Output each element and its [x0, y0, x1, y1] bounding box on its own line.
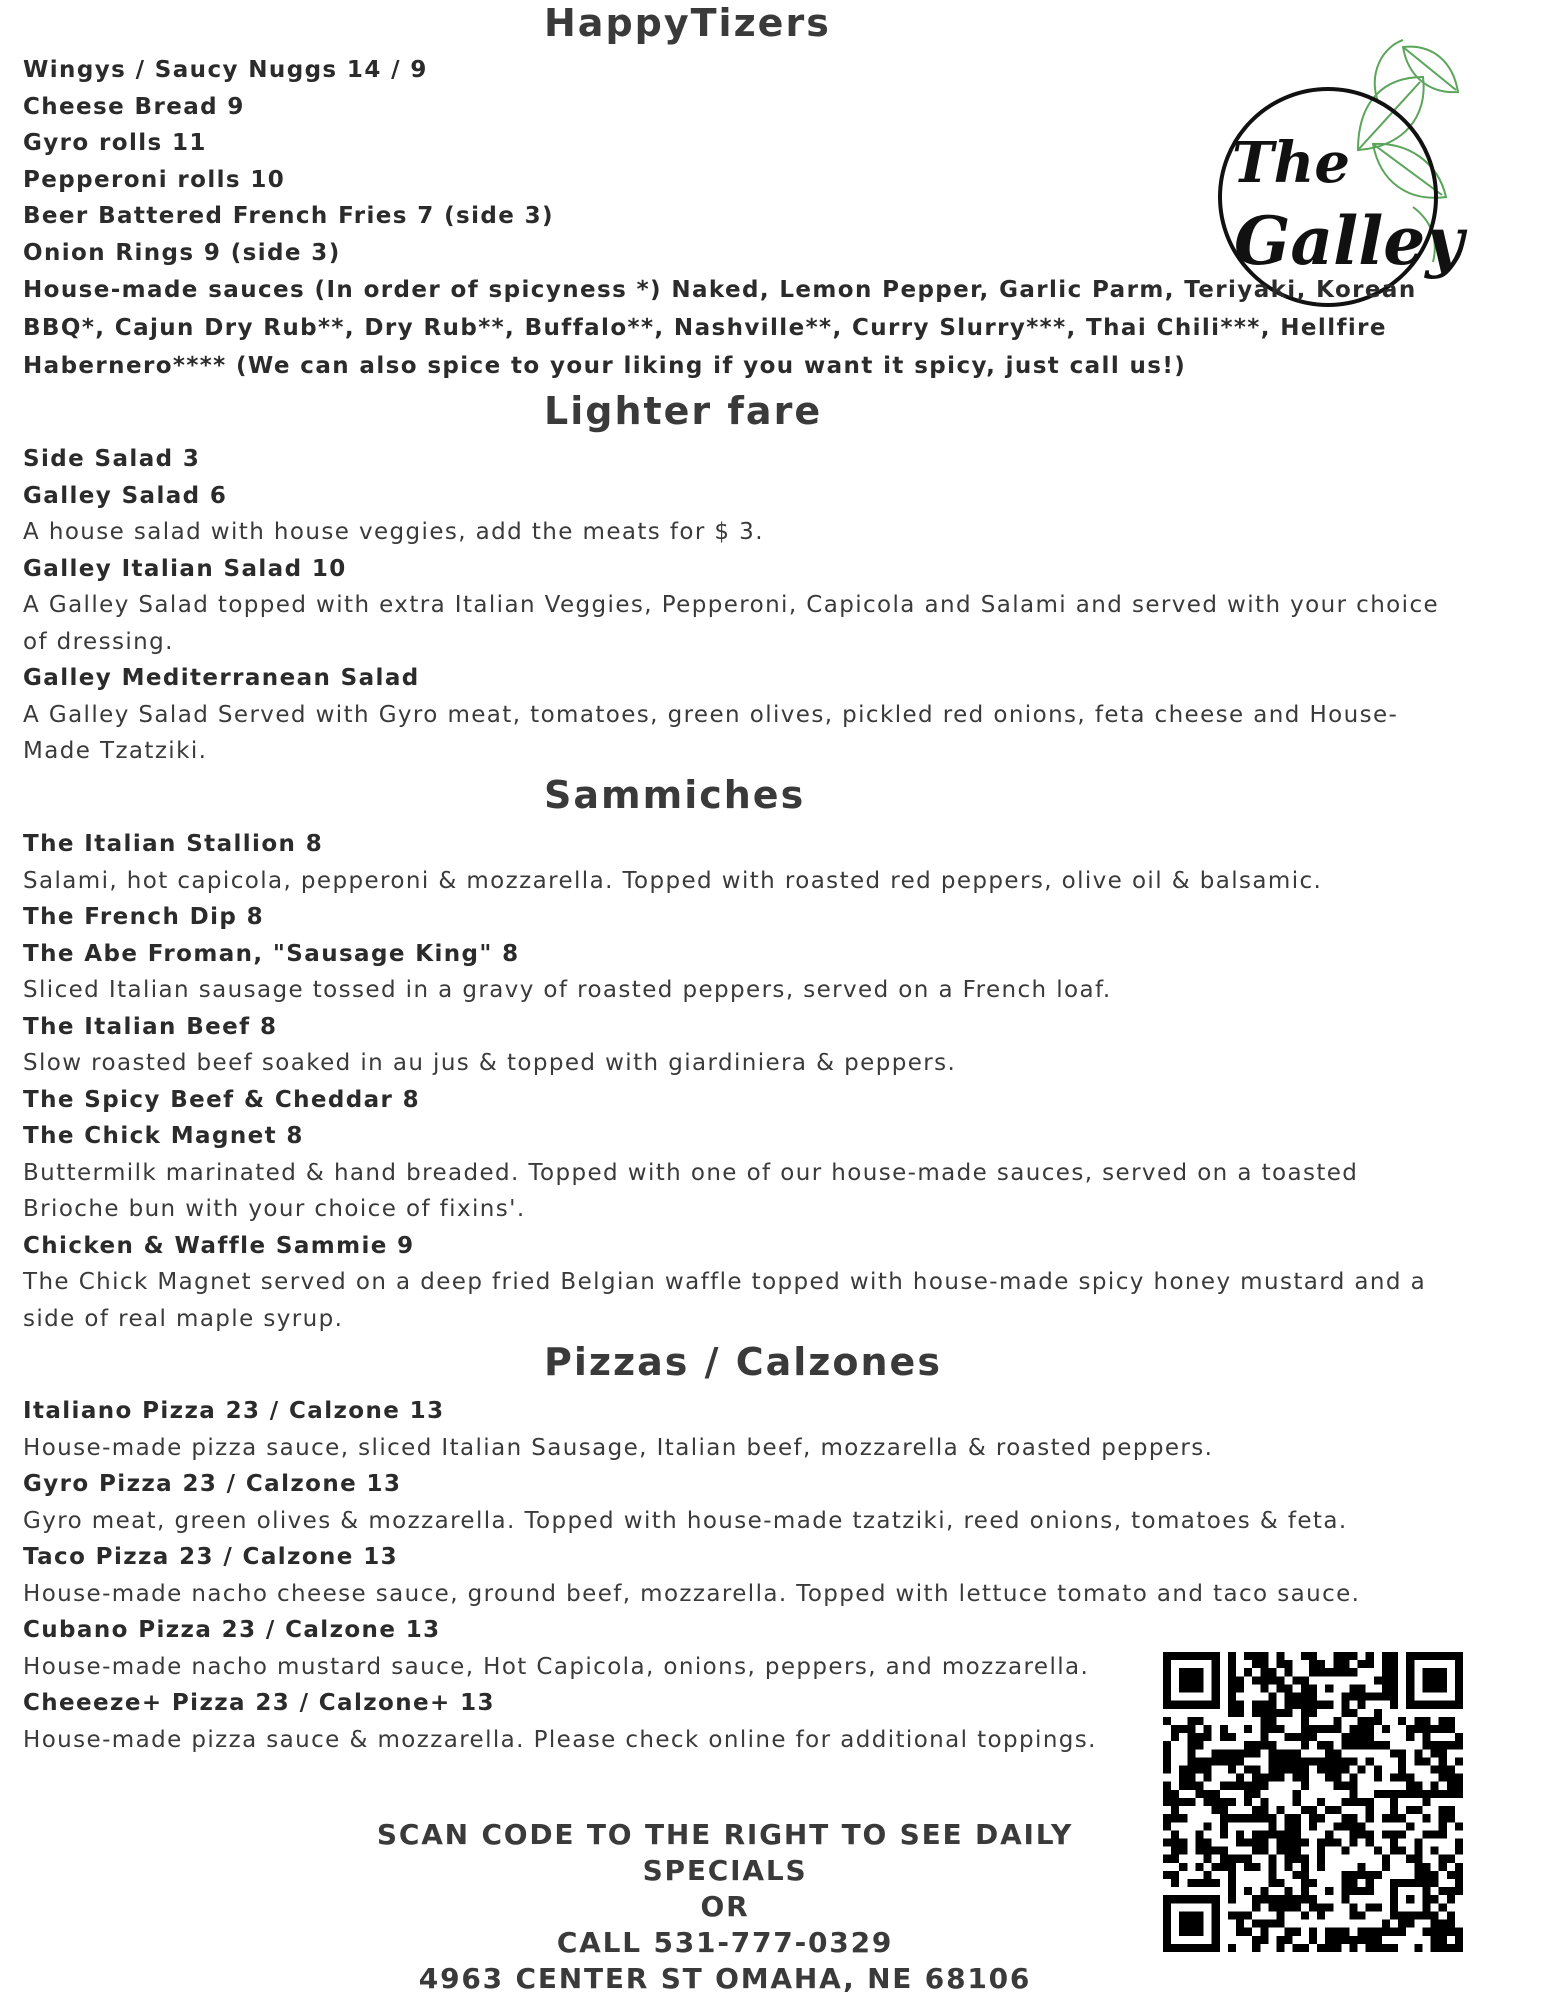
menu-item-name: The Italian Beef 8: [23, 1013, 278, 1040]
menu-item-name: The Abe Froman, "Sausage King" 8: [23, 940, 520, 967]
footer-phone[interactable]: CALL 531-777-0329: [556, 1926, 894, 1959]
footer-or-text: OR: [700, 1890, 750, 1923]
section-lighter-fare: [23, 441, 1443, 770]
menu-item-name: Galley Italian Salad 10: [23, 555, 347, 582]
menu-item-name: Onion Rings 9 (side 3): [23, 239, 341, 266]
menu-item-name: Side Salad 3: [23, 446, 201, 472]
menu-item-description: Salami, hot capicola, pepperoni & mozzarella. Topped with roasted red peppers, olive oil & balsamic.: [23, 867, 1323, 894]
footer-address: 4963 CENTER ST OMAHA, NE 68106: [418, 1962, 1032, 1995]
menu-item-description: A house salad with house veggies, add the meats for $ 3.: [23, 519, 764, 545]
menu-item-description: House-made nacho mustard sauce, Hot Capicola, onions, peppers, and mozzarella.: [23, 1653, 1090, 1680]
menu-item-name: Pepperoni rolls 10: [23, 166, 286, 193]
menu-item-description: Sliced Italian sausage tossed in a gravy of roasted peppers, served on a French loaf.: [23, 977, 1112, 1003]
menu-item-name: Gyro Pizza 23 / Calzone 13: [23, 1471, 402, 1497]
section-title-pizzas-calzones: Pizzas / Calzones: [544, 1340, 942, 1384]
logo-text-galley: Galley: [1234, 202, 1464, 280]
menu-item-name: The Spicy Beef & Cheddar 8: [23, 1086, 421, 1113]
menu-item-description: House-made pizza sauce & mozzarella. Please check online for additional toppings.: [23, 1726, 1097, 1753]
menu-item-description: Slow roasted beef soaked in au jus & topped with giardiniera & peppers.: [23, 1050, 957, 1076]
menu-item-name: Taco Pizza 23 / Calzone 13: [23, 1544, 399, 1570]
menu-item-description: House-made pizza sauce, sliced Italian Sausage, Italian beef, mozzarella & roasted peppers.: [23, 1434, 1214, 1461]
section-happytizers: [23, 52, 1443, 385]
menu-item-name: The Chick Magnet 8: [23, 1123, 304, 1149]
menu-item-description: The Chick Magnet served on a deep fried Belgian waffle topped with house-made spicy honey mustard and a side of real maple syrup.: [23, 1269, 1427, 1332]
menu-item-name: Galley Mediterranean Salad: [23, 665, 420, 691]
menu-item-description: Gyro meat, green olives & mozzarella. Topped with house-made tzatziki, reed onions, tomatoes & feta.: [23, 1507, 1348, 1534]
sauces-list: House-made sauces (In order of spicyness *) Naked, Lemon Pepper, Garlic Parm, Teriyaki, Korean BBQ*, Cajun Dry Rub**, Dry Rub**, Buffalo**, Nashville**, Curry Slurry***, Thai Chili***, Hellfire Habernero**** (We can also spice to your liking if you want it spicy, just call us!): [23, 277, 1417, 379]
footer-contact: [300, 1817, 1150, 1997]
menu-item-description: A Galley Salad Served with Gyro meat, tomatoes, green olives, pickled red onions, feta cheese and House-Made Tzatziki.: [23, 701, 1399, 764]
menu-item-name: Galley Salad 6: [23, 482, 228, 509]
menu-item-name: Cheeeze+ Pizza 23 / Calzone+ 13: [23, 1690, 495, 1716]
section-title-lighter-fare: Lighter fare: [544, 389, 823, 433]
menu-item-name: Cheese Bread 9: [23, 93, 245, 120]
section-title-happytizers: HappyTizers: [544, 1, 831, 45]
menu-item-name: Gyro rolls 11: [23, 130, 207, 156]
menu-item-name: The Italian Stallion 8: [23, 831, 324, 857]
menu-item-name: Beer Battered French Fries 7 (side 3): [23, 203, 554, 229]
menu-item-name: The French Dip 8: [23, 904, 265, 930]
menu-item-name: Chicken & Waffle Sammie 9: [23, 1232, 415, 1259]
menu-item-name: Cubano Pizza 23 / Calzone 13: [23, 1617, 441, 1643]
menu-item-description: Buttermilk marinated & hand breaded. Topped with one of our house-made sauces, served on a toasted Brioche bun with your choice of fixins'.: [23, 1159, 1359, 1222]
footer-scan-text: SCAN CODE TO THE RIGHT TO SEE DAILY SPECIALS: [376, 1818, 1074, 1887]
menu-item-name: Italiano Pizza 23 / Calzone 13: [23, 1398, 445, 1424]
logo-text-the: The: [1232, 130, 1351, 196]
section-sammiches: [23, 826, 1443, 1337]
menu-item-name: Wingys / Saucy Nuggs 14 / 9: [23, 57, 428, 83]
qr-code-icon[interactable]: [1163, 1652, 1463, 1952]
menu-item-description: House-made nacho cheese sauce, ground beef, mozzarella. Topped with lettuce tomato and taco sauce.: [23, 1580, 1361, 1607]
menu-item-description: A Galley Salad topped with extra Italian Veggies, Pepperoni, Capicola and Salami and served with your choice of dressing.: [23, 592, 1440, 655]
section-title-sammiches: Sammiches: [544, 773, 806, 817]
